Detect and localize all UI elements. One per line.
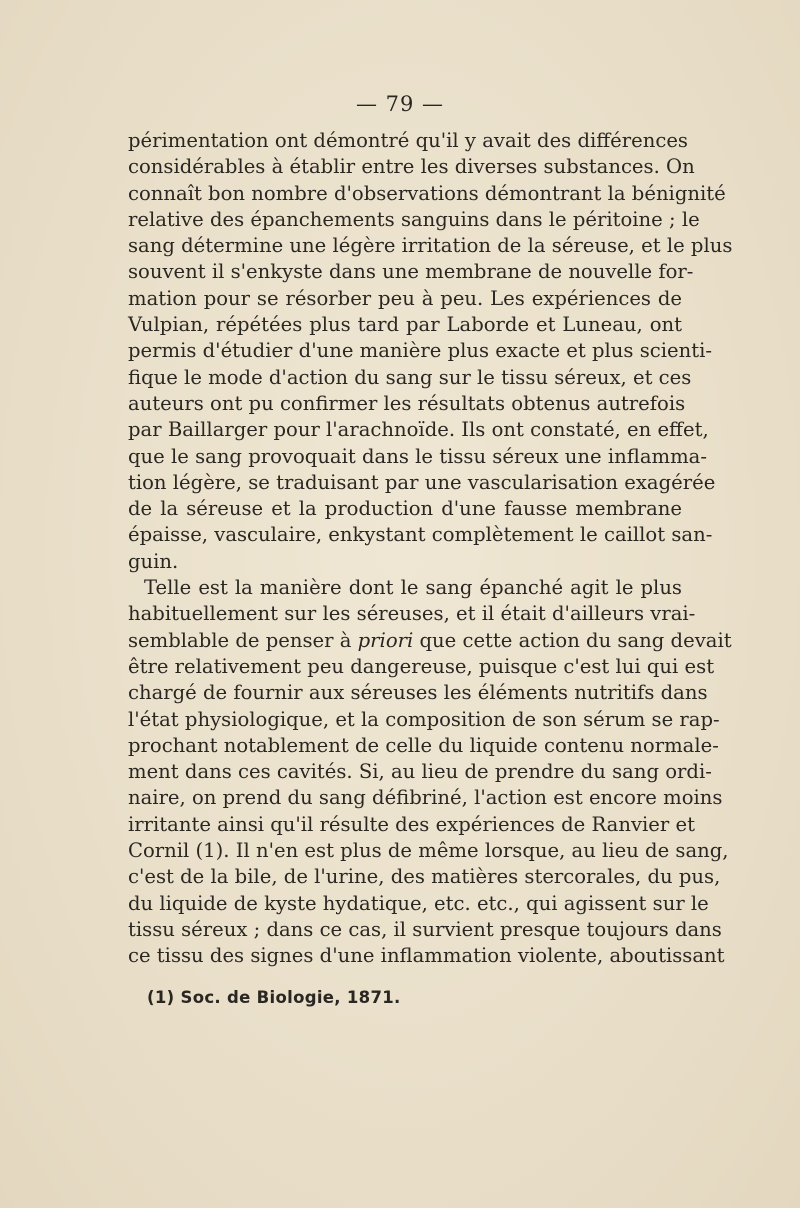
text-line: ment dans ces cavités. Si, au lieu de prendre du sang ordi-: [128, 760, 712, 784]
text-line: connaît bon nombre d'observations démontrant la bénignité: [128, 181, 726, 205]
text-line: tion légère, se traduisant par une vascularisation exagérée: [128, 470, 716, 494]
text-line: permis d'étudier d'une manière plus exacte et plus scienti-: [128, 339, 712, 363]
text-line: épaisse, vasculaire, enkystant complètement le caillot san-: [128, 523, 713, 547]
text-line: être relativement peu dangereuse, puisque c'est lui qui est: [128, 654, 715, 678]
text-line: tissu séreux ; dans ce cas, il survient presque toujours dans: [128, 917, 722, 941]
paragraph-2: [128, 575, 732, 969]
text-line: irritante ainsi qu'il résulte des expériences de Ranvier et: [128, 812, 695, 836]
text-line: habituellement sur les séreuses, et il était d'ailleurs vrai-: [128, 602, 696, 626]
text-line: du liquide de kyste hydatique, etc. etc., qui agissent sur le: [128, 891, 709, 915]
text-segment: semblable de penser à: [128, 628, 358, 652]
italic-term: priori: [357, 628, 414, 652]
text-line: l'état physiologique, et la composition de son sérum se rap-: [128, 707, 720, 731]
text-line: c'est de la bile, de l'urine, des matières stercorales, du pus,: [128, 865, 721, 889]
text-line: Vulpian, répétées plus tard par Laborde et Luneau, ont: [128, 313, 682, 337]
text-line: chargé de fournir aux séreuses les éléments nutritifs dans: [128, 681, 708, 705]
text-line: guin.: [128, 549, 179, 573]
text-line: relative des épanchements sanguins dans le péritoine ; le: [128, 207, 700, 231]
text-line: prochant notablement de celle du liquide contenu normale-: [128, 733, 719, 757]
page-number: — 79 —: [355, 92, 445, 116]
text-line: de la séreuse et la production d'une fausse membrane: [128, 497, 682, 521]
text-segment: que cette action du sang devait: [413, 628, 732, 652]
text-line: mation pour se résorber peu à peu. Les expériences de: [128, 286, 682, 310]
text-line: par Baillarger pour l'arachnoïde. Ils ont constaté, en effet,: [128, 418, 709, 442]
text-line: auteurs ont pu confirmer les résultats obtenus autrefois: [128, 391, 686, 415]
paragraph-1: [128, 128, 733, 575]
text-line: fique le mode d'action du sang sur le tissu séreux, et ces: [128, 365, 692, 389]
text-line: que le sang provoquait dans le tissu séreux une inflamma-: [128, 444, 707, 468]
text-line: Telle est la manière dont le sang épanché agit le plus: [144, 576, 682, 600]
text-line: Cornil (1). Il n'en est plus de même lorsque, au lieu de sang,: [128, 839, 729, 863]
text-line: sang détermine une légère irritation de la séreuse, et le plus: [128, 234, 733, 258]
text-line: naire, on prend du sang défibriné, l'action est encore moins: [128, 786, 723, 810]
body-text: [128, 128, 733, 970]
text-line: considérables à établir entre les diverses substances. On: [128, 155, 695, 179]
text-line: périmentation ont démontré qu'il y avait des différences: [128, 129, 688, 152]
footnote: (1) Soc. de Biologie, 1871.: [147, 988, 401, 1007]
text-line-with-italic: [128, 628, 732, 654]
text-line: ce tissu des signes d'une inflammation violente, aboutissant: [128, 944, 725, 968]
text-line: souvent il s'enkyste dans une membrane de nouvelle for-: [128, 260, 694, 284]
